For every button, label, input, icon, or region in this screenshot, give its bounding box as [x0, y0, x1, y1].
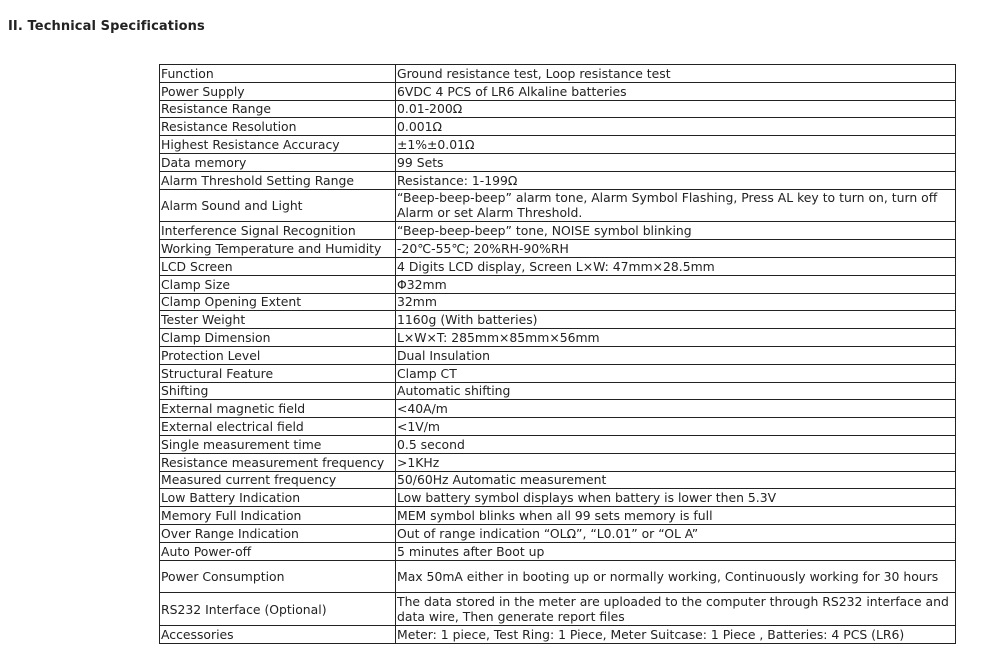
spec-value: 99 Sets — [396, 153, 956, 171]
table-row — [160, 82, 956, 100]
table-row — [160, 418, 956, 436]
table-row — [160, 100, 956, 118]
spec-value: Resistance: 1-199Ω — [396, 171, 956, 189]
spec-value: Automatic shifting — [396, 382, 956, 400]
table-row — [160, 171, 956, 189]
table-row — [160, 626, 956, 644]
section-heading: II. Technical Specifications — [8, 19, 205, 34]
spec-value: 0.001Ω — [396, 118, 956, 136]
spec-label: Clamp Opening Extent — [160, 293, 396, 311]
spec-value: Φ32mm — [396, 275, 956, 293]
spec-value: 50/60Hz Automatic measurement — [396, 471, 956, 489]
spec-value: Dual Insulation — [396, 346, 956, 364]
table-row — [160, 364, 956, 382]
table-row — [160, 453, 956, 471]
spec-value: <1V/m — [396, 418, 956, 436]
table-row — [160, 435, 956, 453]
table-row — [160, 136, 956, 154]
table-row — [160, 189, 956, 222]
spec-value: <40A/m — [396, 400, 956, 418]
table-row — [160, 275, 956, 293]
spec-value: Out of range indication “OLΩ”, “L0.01” or “OL A” — [396, 524, 956, 542]
spec-value: ±1%±0.01Ω — [396, 136, 956, 154]
spec-label: Resistance Resolution — [160, 118, 396, 136]
table-row — [160, 507, 956, 525]
table-row — [160, 222, 956, 240]
spec-value: Ground resistance test, Loop resistance test — [396, 65, 956, 83]
table-row — [160, 293, 956, 311]
spec-label: Structural Feature — [160, 364, 396, 382]
spec-label: Data memory — [160, 153, 396, 171]
spec-label: Working Temperature and Humidity — [160, 240, 396, 258]
table-row — [160, 65, 956, 83]
table-row — [160, 560, 956, 593]
spec-label: Highest Resistance Accuracy — [160, 136, 396, 154]
spec-label: Alarm Sound and Light — [160, 189, 396, 222]
spec-value: MEM symbol blinks when all 99 sets memory is full — [396, 507, 956, 525]
spec-label: Resistance measurement frequency — [160, 453, 396, 471]
spec-label: Over Range Indication — [160, 524, 396, 542]
table-row — [160, 311, 956, 329]
table-row — [160, 240, 956, 258]
table-row — [160, 593, 956, 626]
spec-label: Auto Power-off — [160, 542, 396, 560]
spec-label: Interference Signal Recognition — [160, 222, 396, 240]
table-row — [160, 400, 956, 418]
table-row — [160, 118, 956, 136]
spec-label: Tester Weight — [160, 311, 396, 329]
spec-value: 6VDC 4 PCS of LR6 Alkaline batteries — [396, 82, 956, 100]
spec-value: Clamp CT — [396, 364, 956, 382]
spec-label: Accessories — [160, 626, 396, 644]
spec-value: 0.5 second — [396, 435, 956, 453]
spec-value: “Beep-beep-beep” tone, NOISE symbol blinking — [396, 222, 956, 240]
spec-value: Low battery symbol displays when battery is lower then 5.3V — [396, 489, 956, 507]
table-row — [160, 382, 956, 400]
spec-value: Meter: 1 piece, Test Ring: 1 Piece, Meter Suitcase: 1 Piece , Batteries: 4 PCS (LR6) — [396, 626, 956, 644]
spec-label: External electrical field — [160, 418, 396, 436]
spec-value: The data stored in the meter are uploaded to the computer through RS232 interface and data wire, Then generate report files — [396, 593, 956, 626]
spec-label: Low Battery Indication — [160, 489, 396, 507]
table-row — [160, 329, 956, 347]
spec-label: Single measurement time — [160, 435, 396, 453]
spec-label: Power Consumption — [160, 560, 396, 593]
table-row — [160, 542, 956, 560]
spec-label: Alarm Threshold Setting Range — [160, 171, 396, 189]
spec-value: L×W×T: 285mm×85mm×56mm — [396, 329, 956, 347]
spec-value: -20℃-55℃; 20%RH-90%RH — [396, 240, 956, 258]
spec-value: 1160g (With batteries) — [396, 311, 956, 329]
specifications-table — [159, 64, 956, 644]
spec-label: Clamp Size — [160, 275, 396, 293]
spec-label: External magnetic field — [160, 400, 396, 418]
spec-value: “Beep-beep-beep” alarm tone, Alarm Symbol Flashing, Press AL key to turn on, turn off Alarm or set Alarm Threshold. — [396, 189, 956, 222]
spec-value: Max 50mA either in booting up or normally working, Continuously working for 30 hours — [396, 560, 956, 593]
spec-label: Shifting — [160, 382, 396, 400]
spec-label: Resistance Range — [160, 100, 396, 118]
spec-value: 0.01-200Ω — [396, 100, 956, 118]
spec-label: Clamp Dimension — [160, 329, 396, 347]
spec-label: Function — [160, 65, 396, 83]
table-row — [160, 489, 956, 507]
table-row — [160, 524, 956, 542]
spec-value: >1KHz — [396, 453, 956, 471]
table-row — [160, 346, 956, 364]
table-row — [160, 257, 956, 275]
spec-label: Power Supply — [160, 82, 396, 100]
spec-value: 4 Digits LCD display, Screen L×W: 47mm×28.5mm — [396, 257, 956, 275]
spec-label: Memory Full Indication — [160, 507, 396, 525]
spec-value: 5 minutes after Boot up — [396, 542, 956, 560]
spec-label: Measured current frequency — [160, 471, 396, 489]
table-row — [160, 471, 956, 489]
spec-label: Protection Level — [160, 346, 396, 364]
spec-label: LCD Screen — [160, 257, 396, 275]
table-row — [160, 153, 956, 171]
spec-label: RS232 Interface (Optional) — [160, 593, 396, 626]
spec-value: 32mm — [396, 293, 956, 311]
